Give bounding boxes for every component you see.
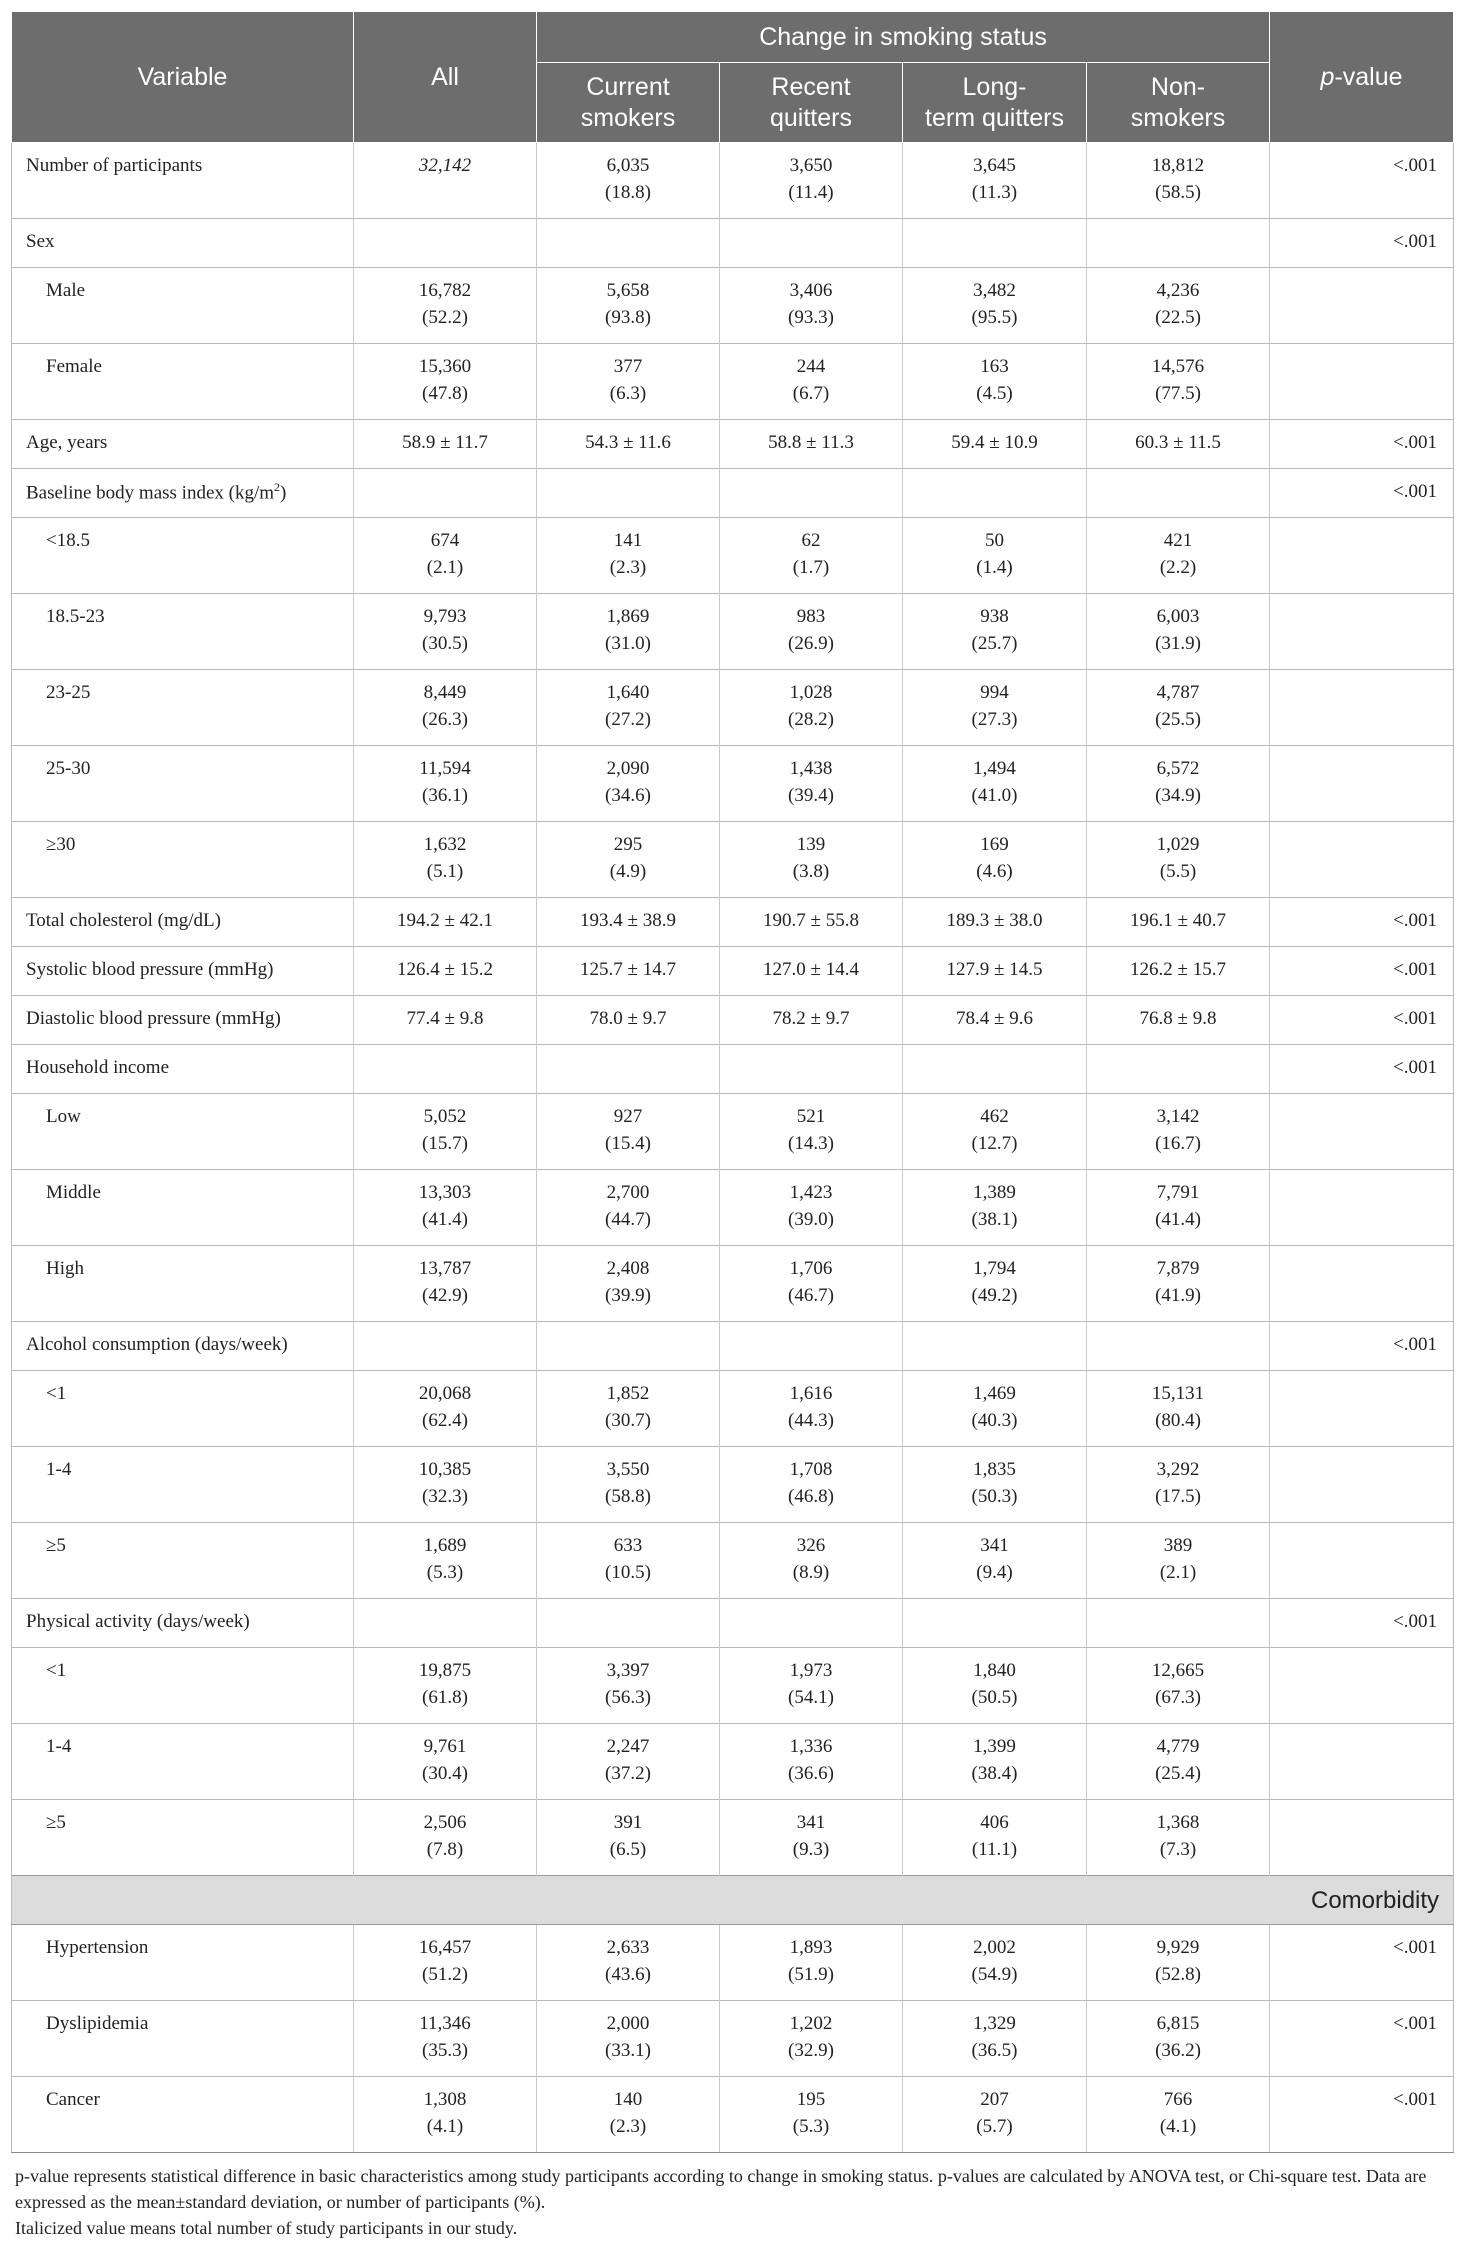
table-row [12,469,1454,518]
cell-all: 1,308 (4.1) [354,2077,537,2153]
cell-current-smokers: 3,397 (56.3) [537,1648,720,1724]
table-row [12,268,1454,344]
p-italic: p [1320,62,1335,91]
cell-p-value: <.001 [1270,2001,1454,2077]
row-label: 23-25 [12,670,354,746]
cell-non-smokers: 12,665 (67.3) [1087,1648,1270,1724]
table-row [12,594,1454,670]
row-label: Household income [12,1045,354,1094]
table-row [12,1322,1454,1371]
cell-non-smokers: 76.8 ± 9.8 [1087,996,1270,1045]
cell-current-smokers: 3,550 (58.8) [537,1447,720,1523]
cell-recent-quitters: 1,893 (51.9) [720,1925,903,2001]
cell-non-smokers [1087,219,1270,268]
table-row [12,143,1454,219]
row-label: ≥30 [12,822,354,898]
cell-long-term-quitters: 1,794 (49.2) [903,1246,1087,1322]
cell-all: 674 (2.1) [354,518,537,594]
cell-long-term-quitters: 1,399 (38.4) [903,1724,1087,1800]
cell-non-smokers: 196.1 ± 40.7 [1087,898,1270,947]
table-row [12,420,1454,469]
row-label: High [12,1246,354,1322]
header-all: All [354,12,537,143]
cell-p-value: <.001 [1270,143,1454,219]
row-label: Total cholesterol (mg/dL) [12,898,354,947]
cell-long-term-quitters: 169 (4.6) [903,822,1087,898]
cell-p-value: <.001 [1270,996,1454,1045]
cell-all: 8,449 (26.3) [354,670,537,746]
cell-p-value: <.001 [1270,947,1454,996]
row-label: Age, years [12,420,354,469]
cell-non-smokers: 6,572 (34.9) [1087,746,1270,822]
cell-non-smokers: 766 (4.1) [1087,2077,1270,2153]
cell-current-smokers: 377 (6.3) [537,344,720,420]
cell-long-term-quitters: 207 (5.7) [903,2077,1087,2153]
table-row [12,1094,1454,1170]
cell-recent-quitters [720,1045,903,1094]
table-row [12,996,1454,1045]
cell-p-value: <.001 [1270,898,1454,947]
cell-long-term-quitters: 50 (1.4) [903,518,1087,594]
cell-p-value: <.001 [1270,420,1454,469]
table-container [11,11,1453,2241]
cell-recent-quitters [720,219,903,268]
table-row [12,219,1454,268]
cell-recent-quitters: 3,406 (93.3) [720,268,903,344]
cell-all: 5,052 (15.7) [354,1094,537,1170]
table-row [12,1648,1454,1724]
cell-recent-quitters: 341 (9.3) [720,1800,903,1876]
cell-non-smokers: 6,003 (31.9) [1087,594,1270,670]
cell-non-smokers: 126.2 ± 15.7 [1087,947,1270,996]
cell-p-value [1270,1447,1454,1523]
cell-current-smokers: 125.7 ± 14.7 [537,947,720,996]
cell-recent-quitters: 1,202 (32.9) [720,2001,903,2077]
cell-non-smokers: 1,368 (7.3) [1087,1800,1270,1876]
cell-p-value: <.001 [1270,1599,1454,1648]
cell-all [354,1322,537,1371]
cell-recent-quitters: 521 (14.3) [720,1094,903,1170]
cell-current-smokers: 1,869 (31.0) [537,594,720,670]
table-row [12,2001,1454,2077]
cell-all: 11,346 (35.3) [354,2001,537,2077]
table-row [12,1925,1454,2001]
cell-non-smokers: 18,812 (58.5) [1087,143,1270,219]
table-row [12,1599,1454,1648]
cell-p-value [1270,746,1454,822]
p-value-suffix: -value [1334,62,1403,91]
cell-p-value [1270,1246,1454,1322]
cell-p-value: <.001 [1270,1322,1454,1371]
cell-long-term-quitters: 1,494 (41.0) [903,746,1087,822]
cell-long-term-quitters: 78.4 ± 9.6 [903,996,1087,1045]
row-label: Cancer [12,2077,354,2153]
cell-p-value: <.001 [1270,219,1454,268]
cell-recent-quitters [720,469,903,518]
cell-all: 1,632 (5.1) [354,822,537,898]
cell-non-smokers [1087,1045,1270,1094]
row-label: Female [12,344,354,420]
cell-p-value [1270,1800,1454,1876]
row-label: Diastolic blood pressure (mmHg) [12,996,354,1045]
table-row [12,746,1454,822]
cell-p-value [1270,670,1454,746]
cell-p-value [1270,1724,1454,1800]
cell-non-smokers: 14,576 (77.5) [1087,344,1270,420]
table-row [12,670,1454,746]
cell-non-smokers: 4,787 (25.5) [1087,670,1270,746]
cell-non-smokers: 7,879 (41.9) [1087,1246,1270,1322]
cell-long-term-quitters [903,469,1087,518]
row-label: 1-4 [12,1724,354,1800]
row-label: 25-30 [12,746,354,822]
cell-recent-quitters: 1,028 (28.2) [720,670,903,746]
cell-current-smokers: 2,090 (34.6) [537,746,720,822]
header-smoking-status-group: Change in smoking status [537,12,1270,63]
cell-long-term-quitters: 1,329 (36.5) [903,2001,1087,2077]
cell-current-smokers: 391 (6.5) [537,1800,720,1876]
cell-all [354,469,537,518]
row-label: <1 [12,1648,354,1724]
cell-non-smokers: 3,292 (17.5) [1087,1447,1270,1523]
cell-p-value: <.001 [1270,1045,1454,1094]
cell-current-smokers: 193.4 ± 38.9 [537,898,720,947]
cell-long-term-quitters: 163 (4.5) [903,344,1087,420]
table-row [12,822,1454,898]
cell-all: 16,782 (52.2) [354,268,537,344]
row-label: Sex [12,219,354,268]
cell-current-smokers [537,1599,720,1648]
cell-long-term-quitters: 1,389 (38.1) [903,1170,1087,1246]
cell-all: 13,787 (42.9) [354,1246,537,1322]
cell-long-term-quitters: 1,840 (50.5) [903,1648,1087,1724]
cell-long-term-quitters: 938 (25.7) [903,594,1087,670]
cell-p-value [1270,594,1454,670]
table-row [12,1876,1454,1925]
cell-all [354,1599,537,1648]
cell-all: 58.9 ± 11.7 [354,420,537,469]
cell-long-term-quitters: 2,002 (54.9) [903,1925,1087,2001]
cell-long-term-quitters: 462 (12.7) [903,1094,1087,1170]
cell-recent-quitters: 1,438 (39.4) [720,746,903,822]
header-current-smokers: Current smokers [537,63,720,143]
row-label: 18.5-23 [12,594,354,670]
cell-current-smokers: 2,633 (43.6) [537,1925,720,2001]
footnote-line-2: Italicized value means total number of study participants in our study. [15,2218,518,2239]
cell-p-value [1270,822,1454,898]
cell-p-value: <.001 [1270,469,1454,518]
cell-current-smokers: 140 (2.3) [537,2077,720,2153]
cell-all: 2,506 (7.8) [354,1800,537,1876]
cell-recent-quitters: 326 (8.9) [720,1523,903,1599]
cell-all: 13,303 (41.4) [354,1170,537,1246]
cell-current-smokers [537,1322,720,1371]
cell-current-smokers: 1,852 (30.7) [537,1371,720,1447]
cell-long-term-quitters: 406 (11.1) [903,1800,1087,1876]
row-label: <18.5 [12,518,354,594]
cell-current-smokers: 295 (4.9) [537,822,720,898]
cell-recent-quitters: 3,650 (11.4) [720,143,903,219]
cell-recent-quitters: 127.0 ± 14.4 [720,947,903,996]
cell-current-smokers: 2,000 (33.1) [537,2001,720,2077]
cell-p-value [1270,1371,1454,1447]
cell-all: 9,793 (30.5) [354,594,537,670]
row-label: Baseline body mass index $(kg/m^2)$ [12,469,354,518]
row-label: Number of participants [12,143,354,219]
cell-non-smokers [1087,469,1270,518]
cell-recent-quitters: 1,423 (39.0) [720,1170,903,1246]
cell-non-smokers: 6,815 (36.2) [1087,2001,1270,2077]
row-label: Alcohol consumption (days/week) [12,1322,354,1371]
table-row [12,1447,1454,1523]
header-recent-quitters: Recent quitters [720,63,903,143]
table-row [12,1523,1454,1599]
cell-all: 16,457 (51.2) [354,1925,537,2001]
cell-non-smokers: 15,131 (80.4) [1087,1371,1270,1447]
cell-recent-quitters: 1,708 (46.8) [720,1447,903,1523]
cell-recent-quitters: 62 (1.7) [720,518,903,594]
row-label: <1 [12,1371,354,1447]
cell-p-value: <.001 [1270,1925,1454,2001]
cell-long-term-quitters: 189.3 ± 38.0 [903,898,1087,947]
row-label: Physical activity (days/week) [12,1599,354,1648]
cell-current-smokers [537,219,720,268]
cell-non-smokers: 421 (2.2) [1087,518,1270,594]
cell-all [354,219,537,268]
cell-recent-quitters: 983 (26.9) [720,594,903,670]
cell-current-smokers: 141 (2.3) [537,518,720,594]
cell-recent-quitters [720,1322,903,1371]
row-label: ≥5 [12,1800,354,1876]
cell-current-smokers: 2,700 (44.7) [537,1170,720,1246]
cell-p-value: <.001 [1270,2077,1454,2153]
cell-recent-quitters: 139 (3.8) [720,822,903,898]
table-row [12,898,1454,947]
table-body [12,143,1454,2153]
cell-long-term-quitters: 59.4 ± 10.9 [903,420,1087,469]
cell-recent-quitters: 1,336 (36.6) [720,1724,903,1800]
cell-all: 20,068 (62.4) [354,1371,537,1447]
cell-current-smokers: 633 (10.5) [537,1523,720,1599]
cell-current-smokers [537,469,720,518]
cell-p-value [1270,1523,1454,1599]
row-label: Hypertension [12,1925,354,2001]
table-row [12,1170,1454,1246]
table-row [12,1371,1454,1447]
cell-all: 9,761 (30.4) [354,1724,537,1800]
cell-long-term-quitters: 3,645 (11.3) [903,143,1087,219]
cell-recent-quitters: 244 (6.7) [720,344,903,420]
cell-recent-quitters: 78.2 ± 9.7 [720,996,903,1045]
table-row [12,947,1454,996]
row-label: Male [12,268,354,344]
cell-current-smokers: 2,408 (39.9) [537,1246,720,1322]
cell-non-smokers: 1,029 (5.5) [1087,822,1270,898]
cell-current-smokers: 927 (15.4) [537,1094,720,1170]
cell-current-smokers: 1,640 (27.2) [537,670,720,746]
cell-all: 15,360 (47.8) [354,344,537,420]
table-row [12,2077,1454,2153]
cell-current-smokers [537,1045,720,1094]
row-label: 1-4 [12,1447,354,1523]
table-row [12,1800,1454,1876]
table-footnote [11,2163,1451,2241]
cell-all: 77.4 ± 9.8 [354,996,537,1045]
cell-long-term-quitters: 994 (27.3) [903,670,1087,746]
cell-recent-quitters [720,1599,903,1648]
cell-recent-quitters: 58.8 ± 11.3 [720,420,903,469]
cell-p-value [1270,1170,1454,1246]
cell-long-term-quitters [903,1322,1087,1371]
table-row [12,1246,1454,1322]
cell-non-smokers: 3,142 (16.7) [1087,1094,1270,1170]
cell-all [354,1045,537,1094]
cell-recent-quitters: 1,706 (46.7) [720,1246,903,1322]
cell-recent-quitters: 190.7 ± 55.8 [720,898,903,947]
cell-current-smokers: 54.3 ± 11.6 [537,420,720,469]
cell-current-smokers: 5,658 (93.8) [537,268,720,344]
table-row [12,518,1454,594]
cell-long-term-quitters [903,219,1087,268]
cell-non-smokers: 9,929 (52.8) [1087,1925,1270,2001]
header-p-value [1270,12,1454,143]
cell-recent-quitters: 1,973 (54.1) [720,1648,903,1724]
row-label: Low [12,1094,354,1170]
cell-all: 32,142 [354,143,537,219]
cell-all: 10,385 (32.3) [354,1447,537,1523]
cell-non-smokers [1087,1599,1270,1648]
cell-non-smokers [1087,1322,1270,1371]
cell-non-smokers: 7,791 (41.4) [1087,1170,1270,1246]
cell-non-smokers: 4,236 (22.5) [1087,268,1270,344]
cell-long-term-quitters: 1,835 (50.3) [903,1447,1087,1523]
row-label: Systolic blood pressure (mmHg) [12,947,354,996]
cell-all: 1,689 (5.3) [354,1523,537,1599]
characteristics-table [11,11,1454,2153]
table-row [12,1045,1454,1094]
cell-recent-quitters: 1,616 (44.3) [720,1371,903,1447]
cell-all: 11,594 (36.1) [354,746,537,822]
cell-long-term-quitters: 127.9 ± 14.5 [903,947,1087,996]
cell-current-smokers: 6,035 (18.8) [537,143,720,219]
cell-long-term-quitters: 3,482 (95.5) [903,268,1087,344]
header-long-term-quitters: Long- term quitters [903,63,1087,143]
cell-p-value [1270,344,1454,420]
cell-all: 194.2 ± 42.1 [354,898,537,947]
table-row [12,344,1454,420]
row-label: ≥5 [12,1523,354,1599]
cell-p-value [1270,1648,1454,1724]
row-label: Dyslipidemia [12,2001,354,2077]
cell-recent-quitters: 195 (5.3) [720,2077,903,2153]
footnote-line-1: p-value represents statistical difference in basic characteristics among study participants according to change in smoking status. p-values are calculated by ANOVA test, or Chi-square test. Data are expressed as the mean±standard deviation, or number of participants (%). [15,2166,1427,2213]
cell-p-value [1270,518,1454,594]
section-title: Comorbidity [12,1876,1454,1925]
table-row [12,1724,1454,1800]
cell-all: 126.4 ± 15.2 [354,947,537,996]
cell-long-term-quitters [903,1599,1087,1648]
cell-all: 19,875 (61.8) [354,1648,537,1724]
cell-long-term-quitters: 341 (9.4) [903,1523,1087,1599]
cell-non-smokers: 4,779 (25.4) [1087,1724,1270,1800]
cell-p-value [1270,268,1454,344]
row-label: Middle [12,1170,354,1246]
cell-non-smokers: 60.3 ± 11.5 [1087,420,1270,469]
cell-current-smokers: 78.0 ± 9.7 [537,996,720,1045]
header-non-smokers: Non- smokers [1087,63,1270,143]
cell-p-value [1270,1094,1454,1170]
cell-current-smokers: 2,247 (37.2) [537,1724,720,1800]
header-variable: Variable [12,12,354,143]
cell-long-term-quitters [903,1045,1087,1094]
cell-long-term-quitters: 1,469 (40.3) [903,1371,1087,1447]
cell-non-smokers: 389 (2.1) [1087,1523,1270,1599]
